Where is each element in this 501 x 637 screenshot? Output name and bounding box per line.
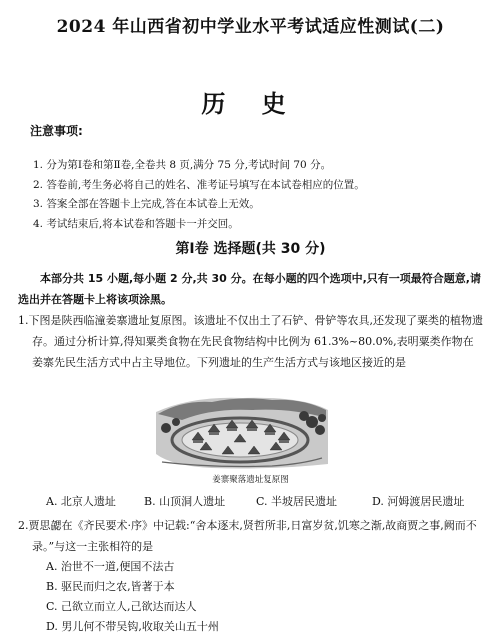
question-stem: 贾思勰在《齐民要术·序》中记载:“舍本逐末,贤哲所非,日富岁贫,饥寒之渐,故商贾之事,阙而不录。”与这一主张相符的是	[28, 519, 477, 553]
jiangzhai-reconstruction-illustration	[152, 392, 330, 470]
question-stem: 下图是陕西临潼姜寨遗址复原图。该遗址不仅出土了石铲、骨铲等农具,还发现了粟类的植物遗存。通过分析计算,得知粟类食物在先民食物结构中比例为 61.3%~80.0%,表明粟类作物在姜寨先民生活方式中占主导地位。下列遗址的生产生活方式与该地区接近的是	[28, 314, 483, 369]
option-c[interactable]: C. 半坡居民遗址	[256, 495, 338, 508]
question-1	[18, 310, 483, 373]
question-number: 1.	[18, 314, 29, 327]
question-2-text	[18, 515, 483, 557]
question-2	[18, 515, 483, 557]
option-d[interactable]: D. 河姆渡居民遗址	[372, 495, 465, 508]
exam-title: 2024 年山西省初中学业水平考试适应性测试(二)	[56, 17, 445, 37]
question-1-text	[18, 310, 483, 373]
section-instructions: 本部分共 15 小题,每小题 2 分,共 30 分。在每小题的四个选项中,只有一项最符合题意,请选出并在答题卡上将该项涂黑。	[18, 272, 481, 306]
notice-item: 3. 答案全部在答题卡上完成,答在本试卷上无效。	[33, 198, 260, 210]
notice-item: 1. 分为第Ⅰ卷和第Ⅱ卷,全卷共 8 页,满分 75 分,考试时间 70 分。	[33, 159, 332, 171]
notice-list	[33, 156, 483, 234]
question-number: 2.	[18, 519, 29, 532]
notice-item: 2. 答卷前,考生务必将自己的姓名、准考证号填写在本试卷相应的位置。	[33, 178, 365, 191]
question-1-options	[46, 493, 486, 513]
notice-heading: 注意事项:	[30, 124, 83, 138]
figure-caption: 姜寨聚落遗址复原图	[212, 475, 289, 485]
subject-heading: 历 史	[201, 90, 300, 118]
option-d[interactable]: D. 男儿何不带吴钩,收取关山五十州	[46, 620, 219, 633]
option-c[interactable]: C. 己欲立而立人,己欲达而达人	[46, 600, 197, 613]
question-2-options	[46, 557, 466, 637]
option-b[interactable]: B. 驱民而归之农,皆著于本	[46, 580, 175, 593]
option-b[interactable]: B. 山顶洞人遗址	[144, 495, 226, 508]
section-heading: 第Ⅰ卷 选择题(共 30 分)	[175, 241, 326, 257]
notice-item: 4. 考试结束后,将本试卷和答题卡一并交回。	[33, 217, 239, 230]
option-a[interactable]: A. 治世不一道,便国不法古	[46, 560, 175, 573]
option-a[interactable]: A. 北京人遗址	[46, 495, 116, 508]
